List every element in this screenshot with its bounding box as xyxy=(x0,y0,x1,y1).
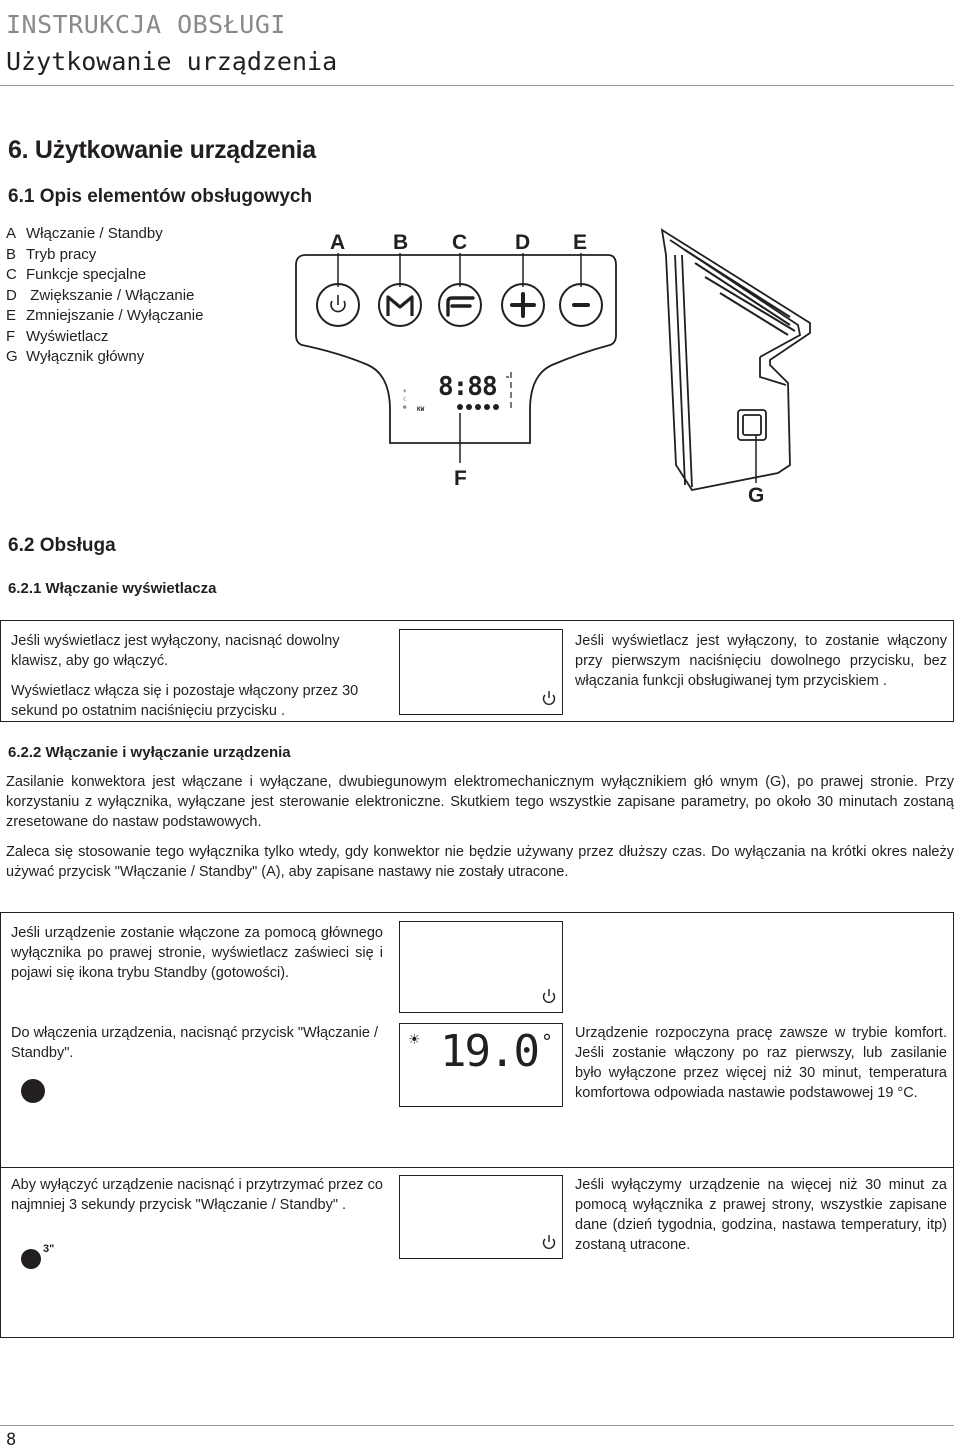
row2-right-text: Urządzenie rozpoczyna pracę zawsze w trybie komfort. Jeśli zostanie włączony po raz pierwszy, lub zasilanie było wyłączone przez więcej niż 30 minut, temperatura komfortowa odpowiada nastawie podstawowej 19 °C. xyxy=(575,1025,947,1101)
row3-left-text: Aby wyłączyć urządzenie nacisnąć i przytrzymać przez co najmniej 3 sekundy przycisk "Włączanie / Standby" . xyxy=(11,1177,383,1213)
lcd-digits: 8:88 xyxy=(438,372,497,402)
label-d: D xyxy=(515,231,531,254)
standby-icon xyxy=(542,690,556,706)
lcd-moon-icon: ☾ xyxy=(403,396,407,403)
row2-left-text: Do włączenia urządzenia, nacisnąć przycisk "Włączanie / Standby". xyxy=(11,1025,378,1061)
legend-item: D Zwiększanie / Włączanie xyxy=(6,286,195,304)
row3-right-text: Jeśli wyłączymy urządzenie na więcej niż 30 minut za pomocą wyłącznika z prawej strony, wszystkie zapisane dane (dzień tygodnia, godzina, nastawa temperatury, itp) zostaną utracone. xyxy=(575,1177,947,1253)
header-divider xyxy=(0,85,954,86)
mode-button-icon xyxy=(388,297,412,316)
legend-item: F Wyświetlacz xyxy=(6,327,109,345)
display-right-text: Jeśli wyświetlacz jest wyłączony, to zostanie włączony przy pierwszym naciśnięciu dowolnego przycisku, bez włączania funkcji obsługiwanej tym przyciskiem . xyxy=(575,633,947,689)
label-a: A xyxy=(330,231,346,254)
hold-duration: 3" xyxy=(43,1243,55,1255)
lcd-flake-icon: ❄ xyxy=(403,404,407,411)
row1-left-text: Jeśli urządzenie zostanie włączone za pomocą głównego wyłącznika po prawej stronie, wyświetlacz zaświeci się i pojawi się ikona trybu Standby (gotowości). xyxy=(11,925,383,981)
label-c: C xyxy=(452,231,468,254)
header-subtitle: Użytkowanie urządzenia xyxy=(6,47,338,76)
plus-button-icon xyxy=(512,294,534,316)
function-button-icon xyxy=(448,298,473,315)
paragraph-recommendation: Zaleca się stosowanie tego wyłącznika tylko wtedy, gdy konwektor nie będzie używany przez dłuższy czas. Do wyłączania na krótki okres należy używać przycisk "Włączanie / Standby" (A), aby zapisane nastawy nie zostały utracone. xyxy=(6,844,954,880)
lcd-row3 xyxy=(399,1175,563,1259)
lcd-row2 xyxy=(399,1023,563,1107)
legend-item: G Wyłącznik główny xyxy=(6,348,145,365)
lcd-temperature: 19.0 xyxy=(440,1026,538,1077)
display-left-p2: Wyświetlacz włącza się i pozostaje włączony przez 30 sekund po ostatnim naciśnięciu przycisku . xyxy=(11,683,359,719)
standby-icon xyxy=(542,988,556,1004)
table-row-divider xyxy=(1,1167,953,1168)
section-6-2-2-title: 6.2.2 Włączanie i wyłączanie urządzenia xyxy=(8,744,291,761)
power-button-icon xyxy=(331,295,345,312)
label-e: E xyxy=(573,231,588,254)
lcd-row1 xyxy=(399,921,563,1013)
section-6-2-title: 6.2 Obsługa xyxy=(8,535,116,556)
standby-icon xyxy=(542,1234,556,1250)
display-lcd xyxy=(403,372,511,413)
lcd-sun-icon: ☀ xyxy=(403,388,407,395)
section-6-1-title: 6.1 Opis elementów obsługowych xyxy=(8,186,313,207)
heater-side-view xyxy=(662,230,810,490)
control-panel-diagram xyxy=(290,225,960,515)
paragraph-main-switch: Zasilanie konwektora jest włączane i wyłączane, dwubiegunowym elektromechanicznym wyłącznikiem głó wnym (G), po prawej stronie. Przy korzystaniu z wyłącznika, wyłączane jest sterowanie elektroniczne. Skutkiem tego wszystkie zapisane parametry, po około 30 minutach zostaną zresetowane do nastaw podstawowych. xyxy=(6,774,954,830)
standby-button-pressed xyxy=(21,1079,45,1103)
lcd-standby xyxy=(399,629,563,715)
page-number: 8 xyxy=(6,1430,17,1450)
legend-item: A Włączanie / Standby xyxy=(6,225,163,242)
legend-item: E Zmniejszanie / Wyłączanie xyxy=(6,307,204,324)
legend-item: B Tryb pracy xyxy=(6,245,97,263)
display-info-box xyxy=(0,620,954,722)
label-b: B xyxy=(393,231,409,254)
section-6-title: 6. Użytkowanie urządzenia xyxy=(8,136,316,164)
section-6-2-1-title: 6.2.1 Włączanie wyświetlacza xyxy=(8,580,217,597)
lcd-degree: ° xyxy=(542,1030,552,1054)
standby-button-hold xyxy=(21,1249,41,1269)
display-left-text xyxy=(11,631,373,721)
label-f: F xyxy=(454,467,467,490)
sun-icon: ☀ xyxy=(408,1032,421,1048)
header-title: INSTRUKCJA OBSŁUGI xyxy=(6,10,286,39)
footer-divider xyxy=(0,1425,954,1426)
legend-item: C Funkcje specjalne xyxy=(6,266,147,283)
lcd-kw: KW xyxy=(417,406,425,413)
controls-legend xyxy=(6,224,203,368)
label-g: G xyxy=(748,484,765,507)
display-left-p1: Jeśli wyświetlacz jest wyłączony, nacisnąć dowolny klawisz, aby go włączyć. xyxy=(11,633,340,669)
power-table xyxy=(0,912,954,1338)
